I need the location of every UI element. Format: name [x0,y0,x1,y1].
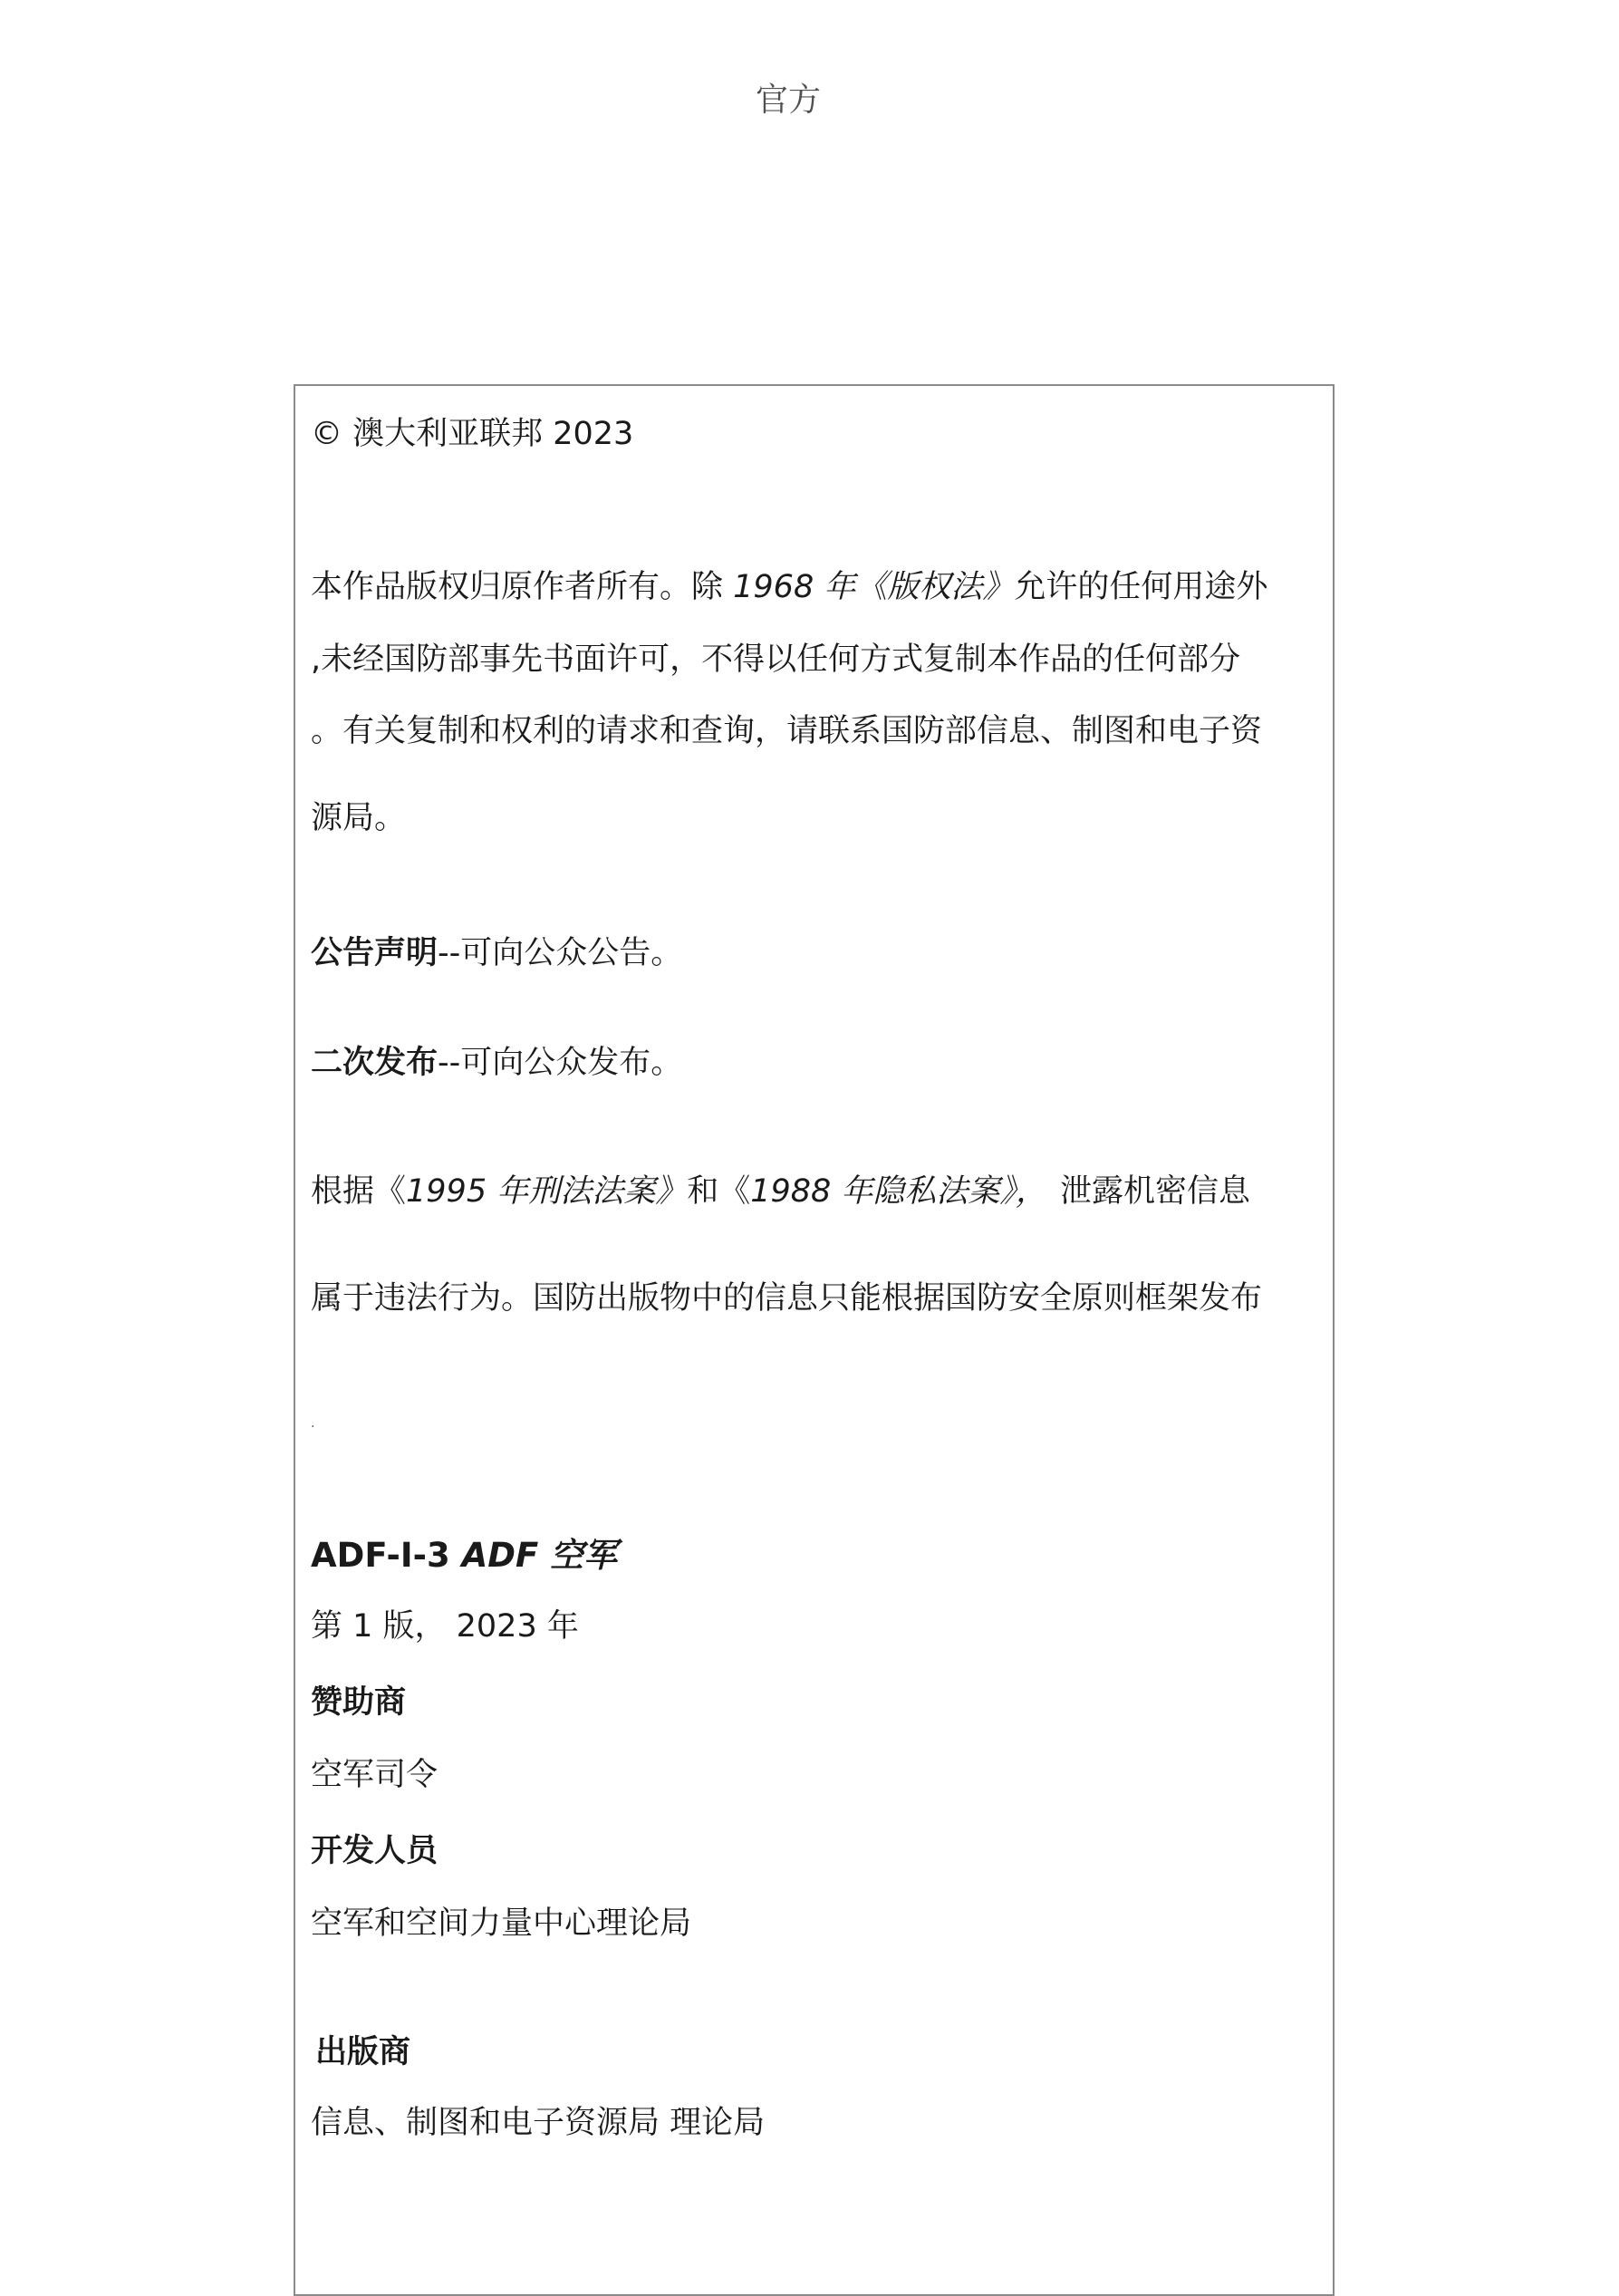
copyright-text-b: 允许的任何用途外 [1014,569,1268,605]
classification-marking: 官方 [755,82,821,119]
copyright-text-a: 本作品版权归原作者所有。除 [311,569,734,605]
publication-name: ADF 空军 [461,1536,618,1575]
criminal-code-reference: 1995 年刑法法案》 [406,1173,688,1210]
developer-value: 空军和空间力量中心理论局 [311,1905,692,1942]
secondary-release-text: --可向公众发布。 [438,1045,683,1081]
publication-title [311,1535,617,1577]
announcement-text: --可向公众公告。 [438,935,683,971]
legal-text-c: 和《 [687,1173,751,1210]
sponsor-label: 赞助商 [311,1684,407,1721]
announcement-statement [311,932,682,974]
legal-line-3: . [311,1416,315,1431]
legal-line-1 [311,1171,1250,1212]
legal-line-2: 属于违法行为。国防出版物中的信息只能根据国防安全原则框架发布 [311,1280,1263,1317]
publisher-value: 信息、制图和电子资源局 理论局 [311,2105,766,2141]
secondary-release [311,1042,682,1084]
publication-code: ADF-I-3 [311,1536,462,1575]
secondary-release-label: 二次发布 [311,1045,438,1081]
announcement-label: 公告声明 [311,935,438,971]
privacy-act-reference: 1988 年隐私法案》， [750,1173,1047,1210]
copyright-paragraph-line-3: 。有关复制和权利的请求和查询，请联系国防部信息、制图和电子资 [311,713,1263,749]
legal-text-e: 泄露机密信息 [1059,1173,1250,1210]
edition: 第 1 版， 2023 年 [311,1608,579,1645]
copyright-paragraph-line-1 [311,566,1267,608]
copyright-paragraph-line-2: ,未经国防部事先书面许可，不得以任何方式复制本作品的任何部分 [311,642,1241,678]
copyright-paragraph-line-4: 源局。 [311,800,407,836]
copyright-act-reference: 1968 年《版权法》 [733,569,1015,605]
legal-text-a: 根据《 [311,1173,407,1210]
developer-label: 开发人员 [311,1833,438,1869]
copyright-line: © 澳大利亚联邦 2023 [311,416,634,452]
publisher-label: 出版商 [315,2034,411,2070]
sponsor-value: 空军司令 [311,1757,438,1793]
